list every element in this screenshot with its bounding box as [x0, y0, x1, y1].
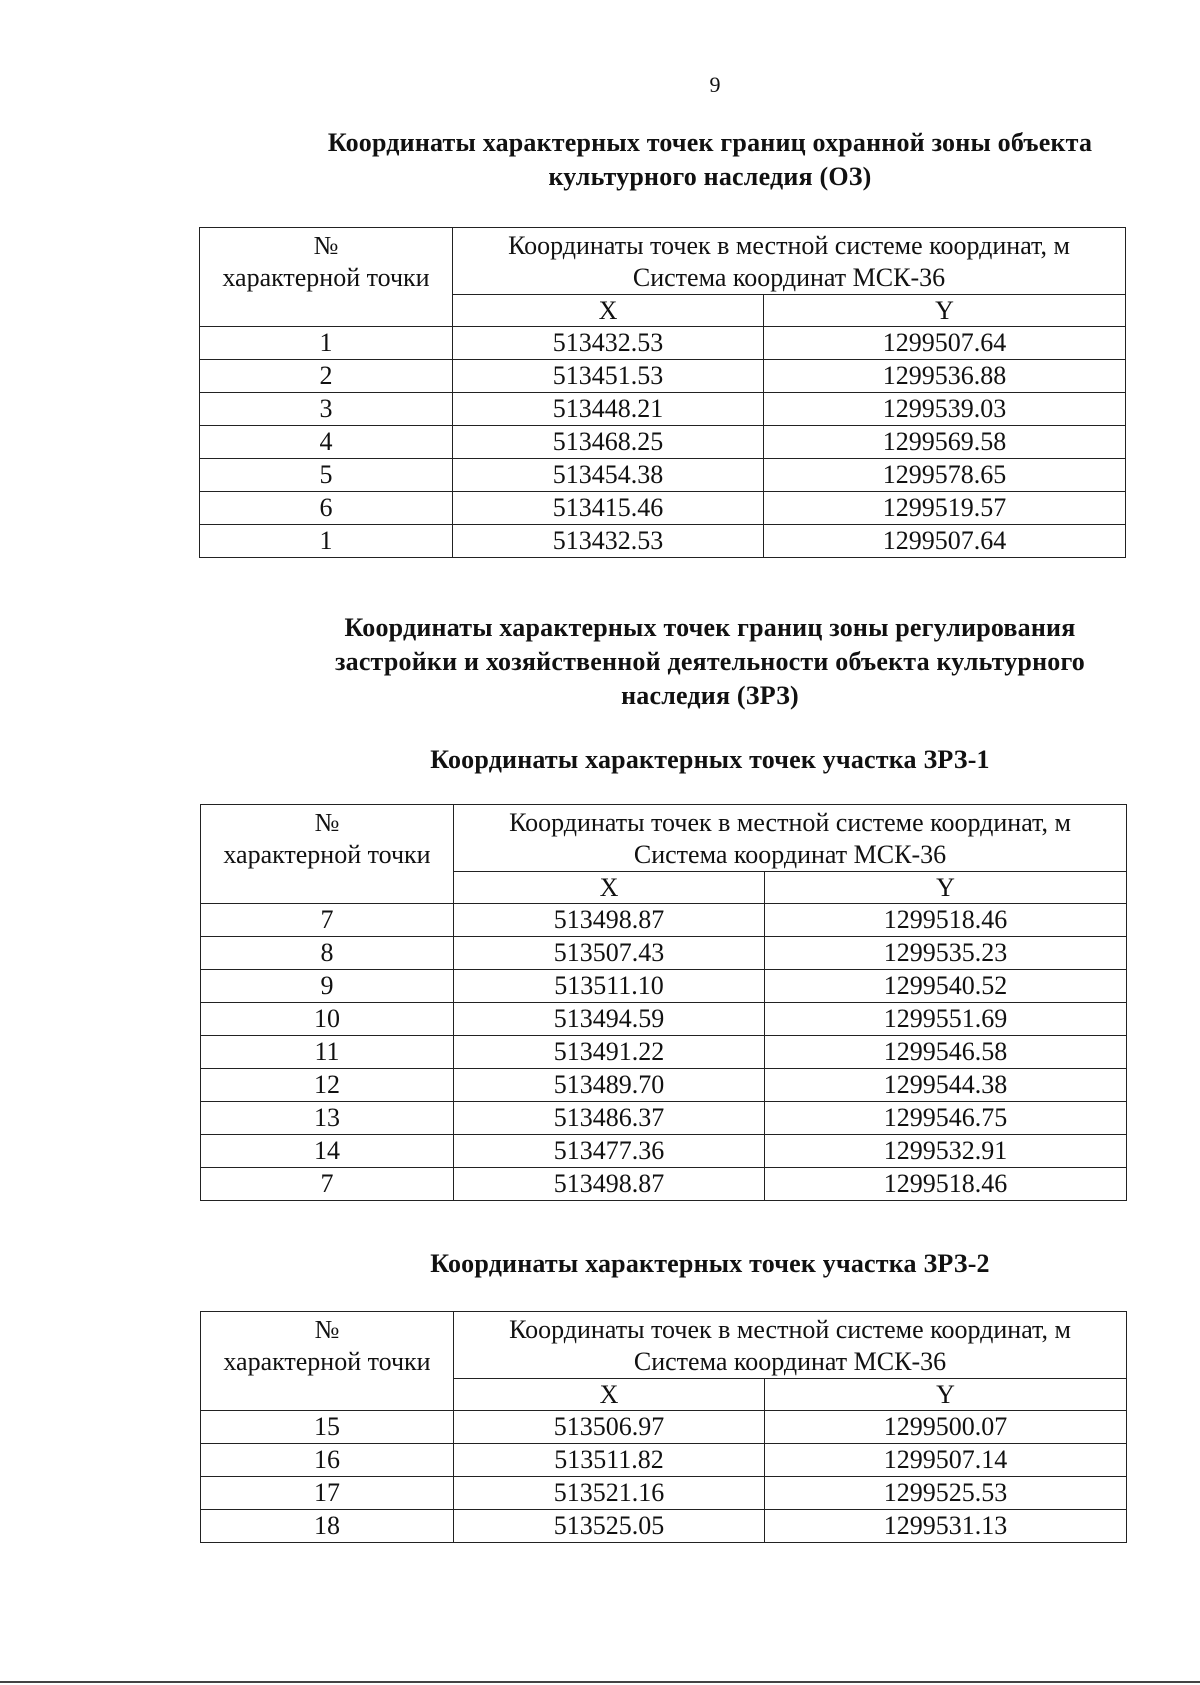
table-row — [201, 937, 1127, 970]
x-coordinate-cell: 513511.10 — [454, 970, 765, 1003]
oz-title-line-1: Координаты характерных точек границ охранной зоны объекта — [327, 128, 1093, 157]
point-number-cell: 7 — [201, 904, 454, 937]
table-row — [201, 1069, 1127, 1102]
point-number-header — [200, 228, 453, 327]
y-coordinate-cell: 1299518.46 — [765, 904, 1127, 937]
point-number-cell: 12 — [201, 1069, 454, 1102]
oz-coordinates-table — [199, 227, 1126, 558]
x-coordinate-cell: 513486.37 — [454, 1102, 765, 1135]
x-coordinate-cell: 513521.16 — [454, 1477, 765, 1510]
coordinates-header — [453, 228, 1126, 295]
point-number-cell: 16 — [201, 1444, 454, 1477]
table-row — [200, 393, 1126, 426]
point-number-cell: 11 — [201, 1036, 454, 1069]
y-column-header: Y — [765, 872, 1127, 904]
point-number-cell: 10 — [201, 1003, 454, 1036]
y-coordinate-cell: 1299518.46 — [765, 1168, 1127, 1201]
table-row — [201, 1411, 1127, 1444]
x-column-header: X — [454, 1379, 765, 1411]
x-coordinate-cell: 513491.22 — [454, 1036, 765, 1069]
x-coordinate-cell: 513525.05 — [454, 1510, 765, 1543]
point-number-cell: 1 — [200, 525, 453, 558]
x-coordinate-cell: 513454.38 — [453, 459, 764, 492]
point-number-cell: 8 — [201, 937, 454, 970]
x-coordinate-cell: 513432.53 — [453, 525, 764, 558]
point-number-header-symbol: № — [313, 231, 339, 260]
y-coordinate-cell: 1299546.75 — [765, 1102, 1127, 1135]
x-coordinate-cell: 513468.25 — [453, 426, 764, 459]
table-row — [201, 1036, 1127, 1069]
coordinates-header-line-2: Система координат МСК-36 — [633, 1347, 947, 1376]
x-coordinate-cell: 513498.87 — [454, 1168, 765, 1201]
table-row — [201, 970, 1127, 1003]
y-column-header: Y — [764, 295, 1126, 327]
x-coordinate-cell: 513451.53 — [453, 360, 764, 393]
point-number-cell: 1 — [200, 327, 453, 360]
coordinates-header-line-1: Координаты точек в местной системе координат, м — [509, 1315, 1071, 1344]
point-number-cell: 9 — [201, 970, 454, 1003]
x-coordinate-cell: 513498.87 — [454, 904, 765, 937]
y-coordinate-cell: 1299507.64 — [764, 327, 1126, 360]
coordinates-header-line-2: Система координат МСК-36 — [632, 263, 946, 292]
zrz-section-title — [290, 611, 1130, 713]
point-number-header — [201, 1312, 454, 1411]
point-number-cell: 14 — [201, 1135, 454, 1168]
x-coordinate-cell: 513415.46 — [453, 492, 764, 525]
coordinates-header — [454, 805, 1127, 872]
x-coordinate-cell: 513511.82 — [454, 1444, 765, 1477]
table-row — [201, 1510, 1127, 1543]
point-number-header-label: характерной точки — [223, 840, 431, 869]
coordinates-header — [454, 1312, 1127, 1379]
zrz-title-line-2: застройки и хозяйственной деятельности объекта культурного — [334, 647, 1086, 676]
zrz2-coordinates-table — [200, 1311, 1127, 1543]
point-number-cell: 5 — [200, 459, 453, 492]
table-row — [200, 492, 1126, 525]
coordinates-header-line-1: Координаты точек в местной системе координат, м — [509, 808, 1071, 837]
point-number-cell: 2 — [200, 360, 453, 393]
point-number-cell: 17 — [201, 1477, 454, 1510]
y-coordinate-cell: 1299500.07 — [765, 1411, 1127, 1444]
y-coordinate-cell: 1299532.91 — [765, 1135, 1127, 1168]
y-coordinate-cell: 1299507.14 — [765, 1444, 1127, 1477]
y-coordinate-cell: 1299569.58 — [764, 426, 1126, 459]
y-coordinate-cell: 1299531.13 — [765, 1510, 1127, 1543]
point-number-header — [201, 805, 454, 904]
x-coordinate-cell: 513477.36 — [454, 1135, 765, 1168]
zrz1-coordinates-table — [200, 804, 1127, 1201]
y-coordinate-cell: 1299544.38 — [765, 1069, 1127, 1102]
x-coordinate-cell: 513507.43 — [454, 937, 765, 970]
point-number-header-symbol: № — [314, 808, 340, 837]
oz-title-line-2: культурного наследия (ОЗ) — [548, 162, 872, 191]
table-row — [200, 327, 1126, 360]
zrz-title-line-3: наследия (ЗРЗ) — [621, 681, 799, 710]
zrz1-title: Координаты характерных точек участка ЗРЗ-1 — [430, 745, 990, 774]
x-coordinate-cell: 513494.59 — [454, 1003, 765, 1036]
y-coordinate-cell: 1299507.64 — [764, 525, 1126, 558]
table-row — [201, 904, 1127, 937]
x-coordinate-cell: 513448.21 — [453, 393, 764, 426]
y-column-header: Y — [765, 1379, 1127, 1411]
table-header-row — [201, 805, 1127, 872]
y-coordinate-cell: 1299536.88 — [764, 360, 1126, 393]
y-coordinate-cell: 1299540.52 — [765, 970, 1127, 1003]
point-number-cell: 13 — [201, 1102, 454, 1135]
y-coordinate-cell: 1299539.03 — [764, 393, 1126, 426]
oz-section-title — [290, 126, 1130, 194]
point-number-cell: 3 — [200, 393, 453, 426]
page-number: 9 — [709, 72, 721, 97]
zrz-title-line-1: Координаты характерных точек границ зоны регулирования — [344, 613, 1076, 642]
point-number-cell: 15 — [201, 1411, 454, 1444]
y-coordinate-cell: 1299546.58 — [765, 1036, 1127, 1069]
x-column-header: X — [454, 872, 765, 904]
y-coordinate-cell: 1299578.65 — [764, 459, 1126, 492]
table-row — [201, 1477, 1127, 1510]
x-coordinate-cell: 513432.53 — [453, 327, 764, 360]
table-header-row — [200, 228, 1126, 295]
point-number-header-label: характерной точки — [222, 263, 430, 292]
zrz1-section-title — [290, 743, 1130, 777]
table-header-row — [201, 1312, 1127, 1379]
table-row — [200, 459, 1126, 492]
y-coordinate-cell: 1299551.69 — [765, 1003, 1127, 1036]
table-row — [201, 1102, 1127, 1135]
table-row — [201, 1444, 1127, 1477]
y-coordinate-cell: 1299519.57 — [764, 492, 1126, 525]
x-coordinate-cell: 513489.70 — [454, 1069, 765, 1102]
table-row — [200, 360, 1126, 393]
y-coordinate-cell: 1299525.53 — [765, 1477, 1127, 1510]
table-row — [201, 1135, 1127, 1168]
table-row — [200, 426, 1126, 459]
coordinates-header-line-1: Координаты точек в местной системе координат, м — [508, 231, 1070, 260]
coordinates-header-line-2: Система координат МСК-36 — [633, 840, 947, 869]
zrz2-section-title — [290, 1247, 1130, 1281]
page-bottom-edge — [0, 1681, 1200, 1683]
point-number-cell: 4 — [200, 426, 453, 459]
x-column-header: X — [453, 295, 764, 327]
x-coordinate-cell: 513506.97 — [454, 1411, 765, 1444]
point-number-cell: 18 — [201, 1510, 454, 1543]
table-row — [201, 1003, 1127, 1036]
point-number-header-label: характерной точки — [223, 1347, 431, 1376]
point-number-cell: 6 — [200, 492, 453, 525]
y-coordinate-cell: 1299535.23 — [765, 937, 1127, 970]
table-row — [201, 1168, 1127, 1201]
table-row — [200, 525, 1126, 558]
point-number-header-symbol: № — [314, 1315, 340, 1344]
point-number-cell: 7 — [201, 1168, 454, 1201]
zrz2-title: Координаты характерных точек участка ЗРЗ-2 — [430, 1249, 990, 1278]
